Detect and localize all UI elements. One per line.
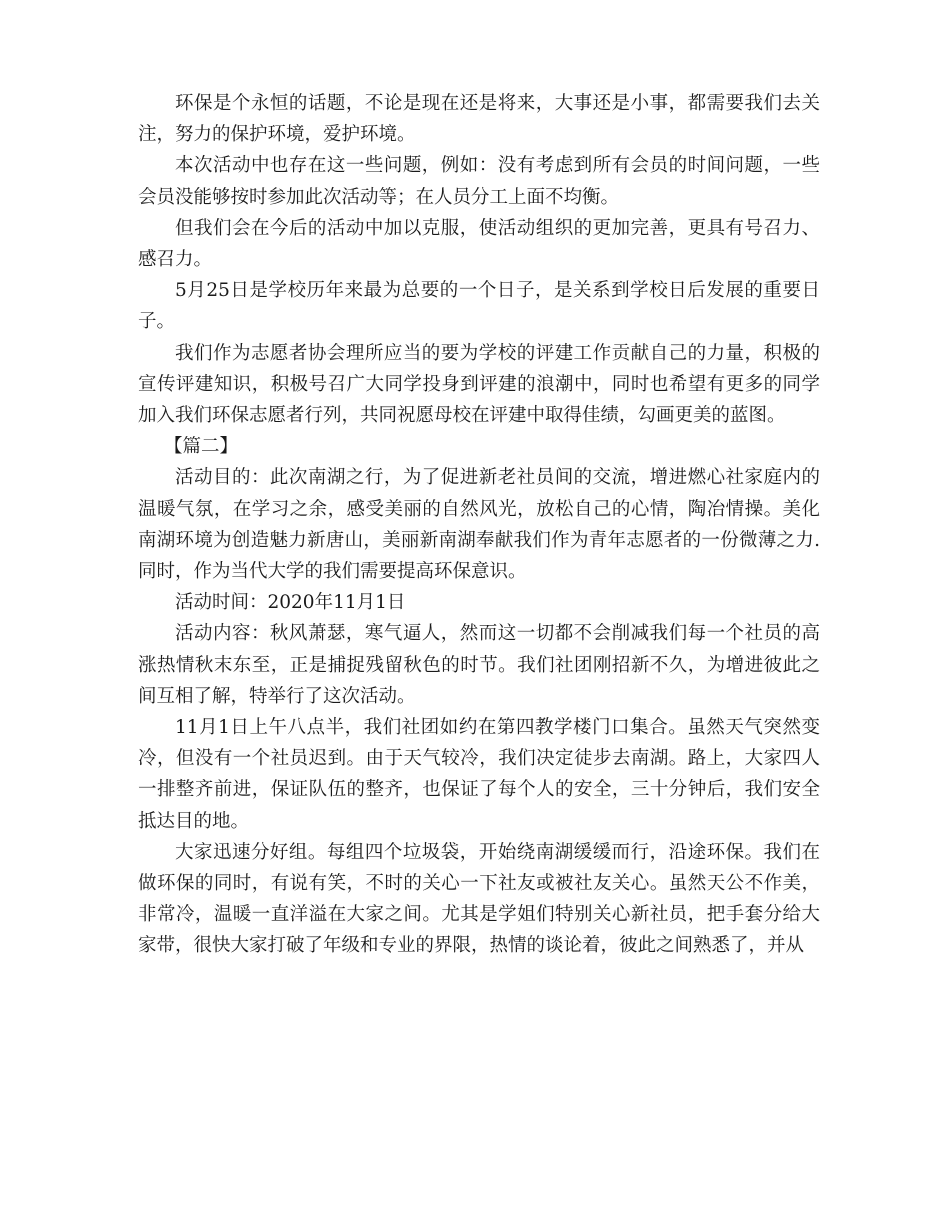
paragraph-volunteer-association: 我们作为志愿者协会理所应当的要为学校的评建工作贡献自己的力量，积极的宣传评建知识，积极号召广大同学投身到评建的浪潮中，同时也希望有更多的同学加入我们环保志愿者行列，共同祝愿母校在评建中取得佳绩，勾画更美的蓝图。	[138, 342, 820, 427]
paragraph-activity-problems: 本次活动中也存在这一些问题，例如：没有考虑到所有会员的时间问题，一些会员没能够按时参加此次活动等；在人员分工上面不均衡。	[138, 155, 820, 208]
paragraph-gathering: 11月1日上午八点半，我们社团如约在第四教学楼门口集合。虽然天气突然变冷，但没有一个社员迟到。由于天气较冷，我们决定徒步去南湖。路上，大家四人一排整齐前进，保证队伍的整齐，也保证了每个人的安全，三十分钟后，我们安全抵达目的地。	[138, 717, 820, 832]
document-body	[138, 88, 820, 962]
paragraph-environment-topic: 环保是个永恒的话题，不论是现在还是将来，大事还是小事，都需要我们去关注，努力的保护环境，爱护环境。	[138, 93, 820, 146]
paragraph-may-25: 5月25日是学校历年来最为总要的一个日子，是关系到学校日后发展的重要日子。	[138, 280, 820, 333]
paragraph-groups: 大家迅速分好组。每组四个垃圾袋，开始绕南湖缓缓而行，沿途环保。我们在做环保的同时，有说有笑，不时的关心一下社友或被社友关心。虽然天公不作美，非常冷，温暖一直洋溢在大家之间。尤其是学姐们特别关心新社员，把手套分给大家带，很快大家打破了年级和专业的界限，热情的谈论着，彼此之间熟悉了，并从	[138, 841, 820, 957]
paragraph-activity-content: 活动内容：秋风萧瑟，寒气逼人，然而这一切都不会削减我们每一个社员的高涨热情秋末东至，正是捕捉残留秋色的时节。我们社团刚招新不久，为增进彼此之间互相了解，特举行了这次活动。	[138, 623, 820, 707]
paragraph-activity-time: 活动时间：2020年11月1日	[175, 592, 406, 614]
paragraph-improvement: 但我们会在今后的活动中加以克服，使活动组织的更加完善，更具有号召力、感召力。	[138, 217, 820, 271]
section-heading-part-two: 【篇二】	[164, 436, 239, 458]
paragraph-activity-purpose: 活动目的：此次南湖之行，为了促进新老社员间的交流，增进燃心社家庭内的温暖气氛，在学习之余，感受美丽的自然风光，放松自己的心情，陶冶情操。美化南湖环境为创造魅力新唐山，美丽新南湖奉献我们作为青年志愿者的一份微薄之力.同时，作为当代大学的我们需要提高环保意识。	[138, 467, 820, 583]
